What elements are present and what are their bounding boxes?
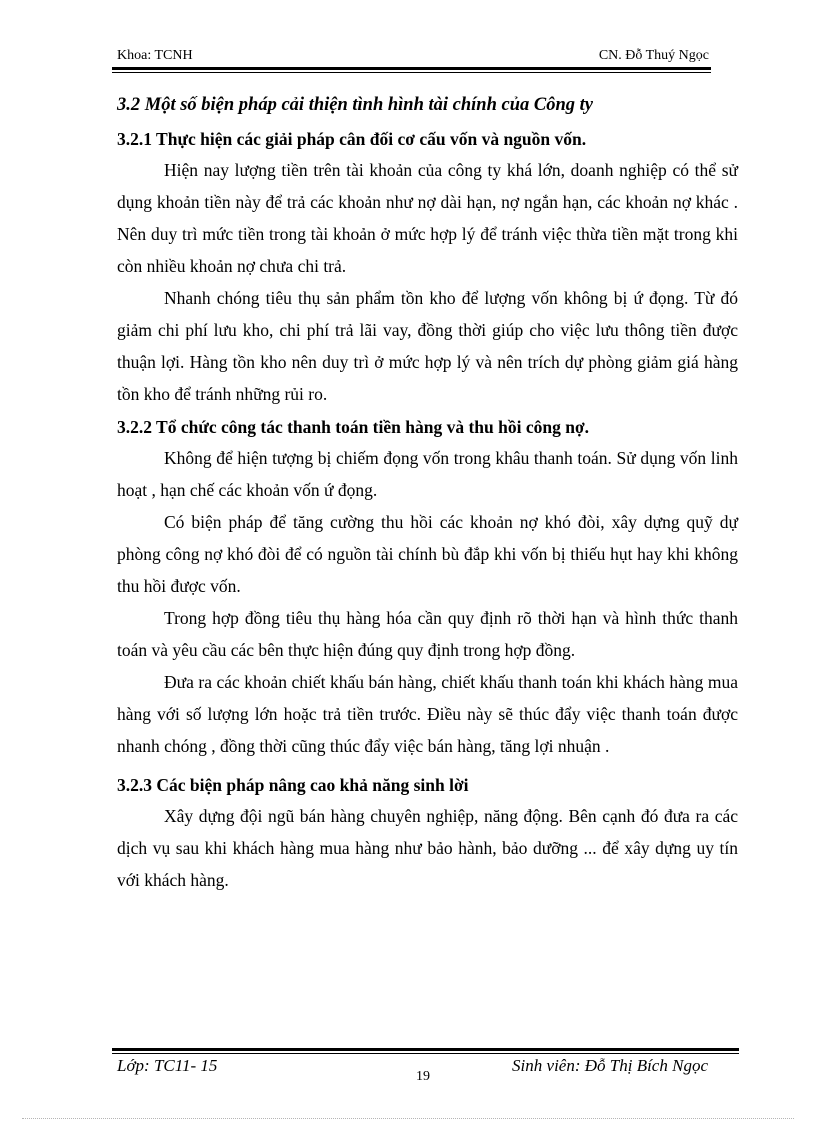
paragraph-2-1: Không để hiện tượng bị chiếm đọng vốn trong khâu thanh toán. Sử dụng vốn linh hoạt , hạn chế các khoản vốn ứ đọng. [117,448,738,500]
section-title: 3.2 Một số biện pháp cải thiện tình hình tài chính của Công ty [117,95,593,115]
paragraph-3-1: Xây dựng đội ngũ bán hàng chuyên nghiệp, năng động. Bên cạnh đó đưa ra các dịch vụ sau khi khách hàng mua hàng như bảo hành, bảo dưỡng ... để xây dựng uy tín với khách hàng. [117,806,738,890]
footer-class: Lớp: TC11- 15 [117,1056,218,1075]
subsection-title-2: 3.2.2 Tổ chức công tác thanh toán tiền hàng và thu hồi công nợ. [117,417,590,437]
page-number: 19 [416,1069,430,1084]
footer-rule-thick [112,1048,739,1051]
header-faculty: Khoa: TCNH [117,48,193,63]
paragraph-2-4: Đưa ra các khoản chiết khấu bán hàng, chiết khấu thanh toán khi khách hàng mua hàng với số lượng lớn hoặc trả tiền trước. Điều này sẽ thúc đẩy việc thanh toán được nhanh chóng , đồng thời cũng thúc đẩy việc bán hàng, tăng lợi nhuận . [117,672,738,756]
footer-rule-thin [112,1053,739,1054]
subsection-title-1: 3.2.1 Thực hiện các giải pháp cân đối cơ cấu vốn và nguồn vốn. [117,129,587,149]
paragraph-1-2: Nhanh chóng tiêu thụ sản phẩm tồn kho để lượng vốn không bị ứ đọng. Từ đó giảm chi phí lưu kho, chi phí trả lãi vay, đồng thời giúp cho việc lưu thông tiền được thuận lợi. Hàng tồn kho nên duy trì ở mức hợp lý và nên trích dự phòng giảm giá hàng tồn kho để tránh những rủi ro. [117,288,738,404]
footer-student: Sinh viên: Đỗ Thị Bích Ngọc [512,1056,708,1075]
header-rule-thin [112,72,711,73]
document-body [117,88,738,896]
page-header [117,48,709,64]
page-bottom-border [22,1118,794,1119]
header-instructor: CN. Đỗ Thuý Ngọc [598,48,709,63]
paragraph-2-3: Trong hợp đồng tiêu thụ hàng hóa cần quy định rõ thời hạn và hình thức thanh toán và yêu cầu các bên thực hiện đúng quy định trong hợp đồng. [117,608,738,660]
paragraph-2-2: Có biện pháp để tăng cường thu hồi các khoản nợ khó đòi, xây dựng quỹ dự phòng công nợ khó đòi để có nguồn tài chính bù đắp khi vốn bị thiếu hụt hay khi không thu hồi được vốn. [117,512,738,596]
header-rule-thick [112,67,711,70]
subsection-title-3: 3.2.3 Các biện pháp nâng cao khả năng sinh lời [117,775,469,795]
paragraph-1-1: Hiện nay lượng tiền trên tài khoản của công ty khá lớn, doanh nghiệp có thể sử dụng khoản tiền này để trả các khoản như nợ dài hạn, nợ ngắn hạn, các khoản nợ khác . Nên duy trì mức tiền trong tài khoản ở mức hợp lý để tránh việc thừa tiền mặt trong khi còn nhiều khoản nợ chưa chi trả. [117,160,738,276]
